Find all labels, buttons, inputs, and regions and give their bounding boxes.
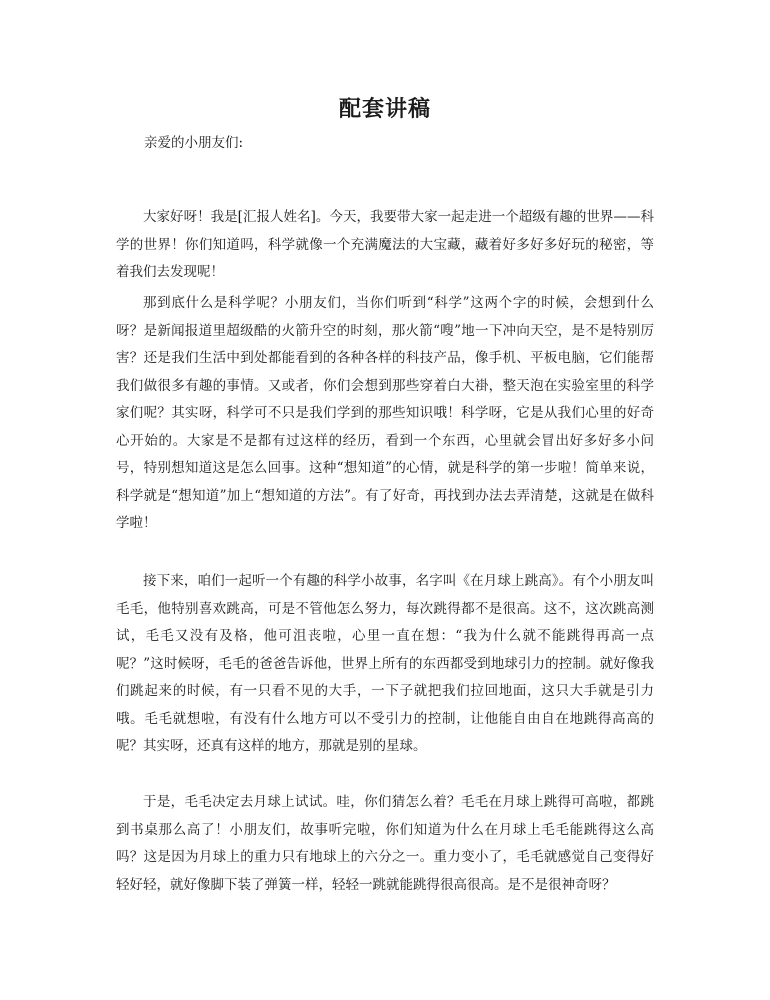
paragraph-moon-explanation: 于是，毛毛决定去月球上试试。哇，你们猜怎么着？毛毛在月球上跳得可高啦，都跳到书桌那么高了！小朋友们，故事听完啦，你们知道为什么在月球上毛毛能跳得这么高吗？这是因为月球上的重力只有地球上的六分之一。重力变小了，毛毛就感觉自己变得好轻好轻，就好像脚下装了弹簧一样，轻轻一跳就能跳得很高很高。是不是很神奇呀？ bbox=[116, 794, 654, 893]
greeting: 亲爱的小朋友们: bbox=[144, 135, 244, 151]
page-title: 配套讲稿 bbox=[338, 96, 431, 122]
paragraph-intro: 大家好呀！我是[汇报人姓名]。今天，我要带大家一起走进一个超级有趣的世界——科学的世界！你们知道吗，科学就像一个充满魔法的大宝藏，藏着好多好多好玩的秘密，等着我们去发现呢！ bbox=[116, 209, 654, 280]
paragraph-what-is-science: 那到底什么是科学呢？小朋友们，当你们听到“科学”这两个字的时候，会想到什么呀？是新闻报道里超级酷的火箭升空的时刻，那火箭“嗖”地一下冲向天空，是不是特别厉害？还是我们生活中到处都能看到的各种各样的科技产品，像手机、平板电脑，它们能帮我们做很多有趣的事情。又或者，你们会想到那些穿着白大褂，整天泡在实验室里的科学家们呢？其实呀，科学可不只是我们学到的那些知识哦！科学呀，它是从我们心里的好奇心开始的。大家是不是都有过这样的经历，看到一个东西，心里就会冒出好多好多小问号，特别想知道这是怎么回事。这种“想知道”的心情，就是科学的第一步啦！简单来说，科学就是“想知道”加上“想知道的方法”。有了好奇，再找到办法去弄清楚，这就是在做科学啦！ bbox=[116, 295, 654, 531]
paragraph-moon-story: 接下来，咱们一起听一个有趣的科学小故事，名字叫《在月球上跳高》。有个小朋友叫毛毛，他特别喜欢跳高，可是不管他怎么努力，每次跳得都不是很高。这不，这次跳高测试，毛毛又没有及格，他可沮丧啦，心里一直在想：“我为什么就不能跳得再高一点呢？”这时候呀，毛毛的爸爸告诉他，世界上所有的东西都受到地球引力的控制。就好像我们跳起来的时候，有一只看不见的大手，一下子就把我们拉回地面，这只大手就是引力哦。毛毛就想啦，有没有什么地方可以不受引力的控制，让他能自由自在地跳得高高的呢？其实呀，还真有这样的地方，那就是别的星球。 bbox=[116, 573, 654, 754]
